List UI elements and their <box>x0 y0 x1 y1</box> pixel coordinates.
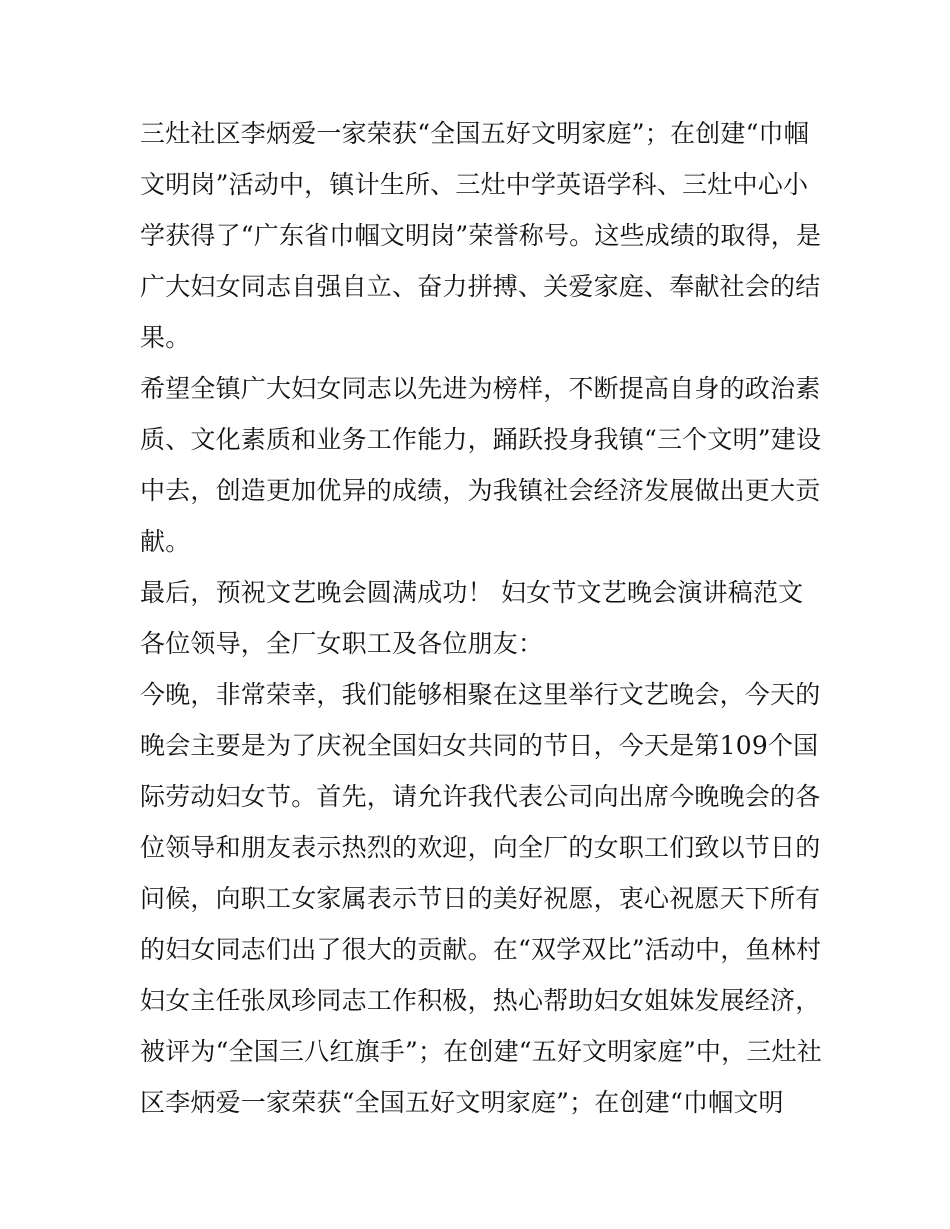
text-line: 最后，预祝文艺晚会圆满成功！ 妇女节文艺晚会演讲稿范文 <box>140 578 804 607</box>
text-line: 文明岗”活动中，镇计生所、三灶中学英语学科、三灶中心小 <box>140 170 809 199</box>
text-line: 被评为“全国三八红旗手”；在创建“五好文明家庭”中，三灶社 <box>140 1037 822 1066</box>
text-line: 际劳动妇女节。首先，请允许我代表公司向出席今晚晚会的各 <box>140 782 821 811</box>
text-line: 妇女主任张凤珍同志工作积极，热心帮助妇女姐妹发展经济， <box>140 986 821 1015</box>
text-line: 晚会主要是为了庆祝全国妇女共同的节日，今天是第109个国 <box>140 731 819 760</box>
document-body <box>140 108 820 1128</box>
text-line: 希望全镇广大妇女同志以先进为榜样，不断提高自身的政治素 <box>140 374 821 403</box>
text-line: 三灶社区李炳爱一家荣获“全国五好文明家庭”；在创建“巾帼 <box>140 119 809 148</box>
text-line: 中去，创造更加优异的成绩，为我镇社会经济发展做出更大贡 <box>140 476 821 505</box>
text-line: 区李炳爱一家荣获“全国五好文明家庭”；在创建“巾帼文明 <box>140 1088 784 1117</box>
text-line: 各位领导，全厂女职工及各位朋友： <box>140 629 544 658</box>
text-line: 献。 <box>140 527 191 556</box>
text-line: 学获得了“广东省巾帼文明岗”荣誉称号。这些成绩的取得，是 <box>140 221 822 250</box>
text-line: 的妇女同志们出了很大的贡献。在“双学双比”活动中，鱼林村 <box>140 935 822 964</box>
text-line: 位领导和朋友表示热烈的欢迎，向全厂的女职工们致以节日的 <box>140 833 821 862</box>
text-line: 果。 <box>140 323 191 352</box>
text-line: 问候，向职工女家属表示节日的美好祝愿，衷心祝愿天下所有 <box>140 884 821 913</box>
text-line: 广大妇女同志自强自立、奋力拼搏、关爱家庭、奉献社会的结 <box>140 272 821 301</box>
text-line: 质、文化素质和业务工作能力，踊跃投身我镇“三个文明”建设 <box>140 425 822 454</box>
text-line: 今晚，非常荣幸，我们能够相聚在这里举行文艺晚会，今天的 <box>140 680 821 709</box>
